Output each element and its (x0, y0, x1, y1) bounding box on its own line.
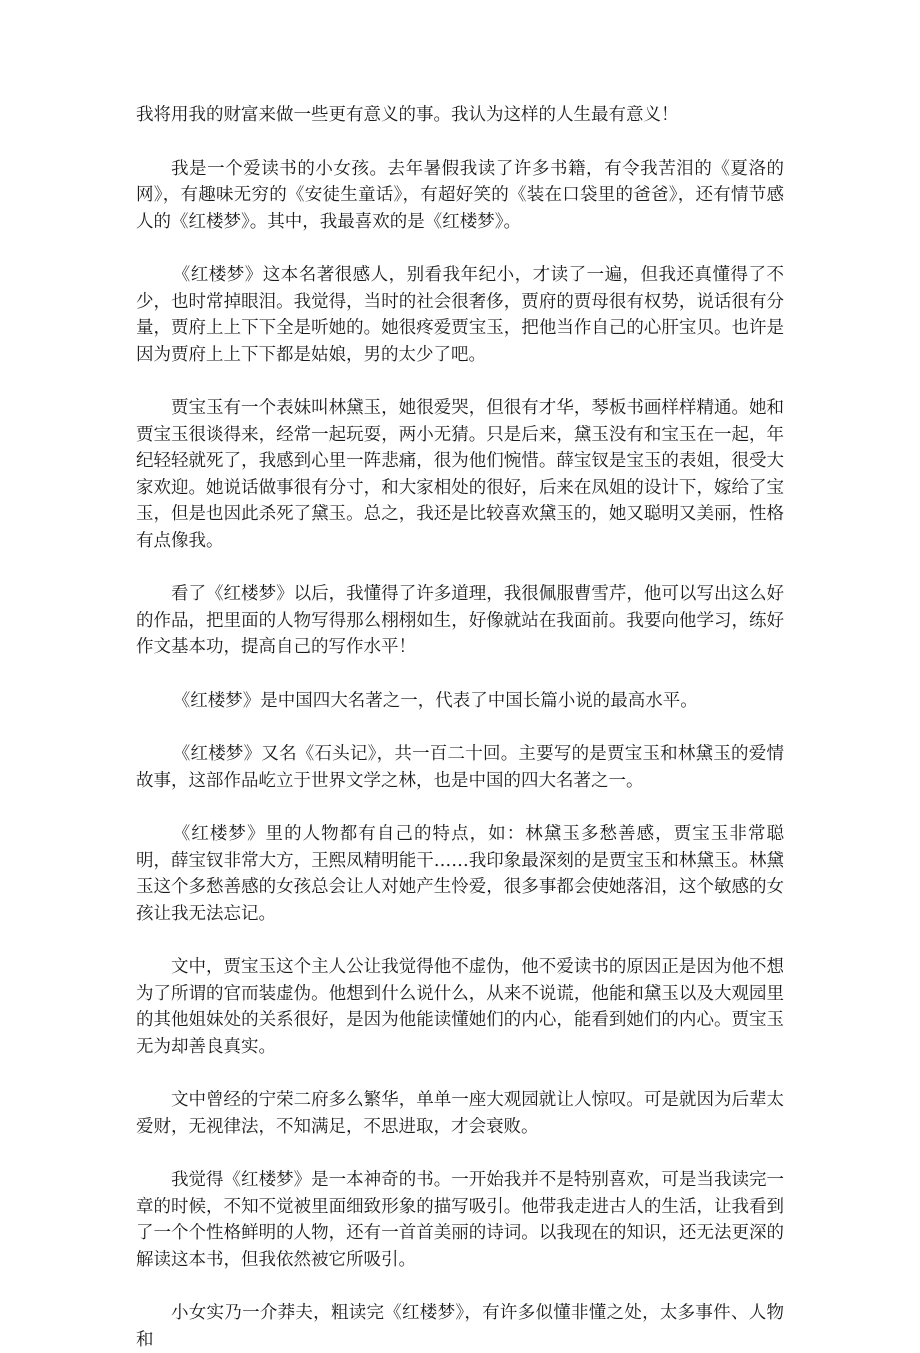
paragraph-1: 我将用我的财富来做一些更有意义的事。我认为这样的人生最有意义！ (136, 105, 679, 125)
paragraph-12: 小女实乃一介莽夫，粗读完《红楼梦》，有许多似懂非懂之处，太多事件、人物和 (136, 1303, 784, 1350)
paragraph-4: 贾宝玉有一个表妹叫林黛玉，她很爱哭，但很有才华，琴板书画样样精通。她和贾宝玉很谈得来，经常一起玩耍，两小无猜。只是后来，黛玉没有和宝玉在一起，年纪轻轻就死了，我感到心里一阵悲痛，很为他们惋惜。薛宝钗是宝玉的表姐，很受大家欢迎。她说话做事很有分寸，和大家相处的很好，后来在凤姐的设计下，嫁给了宝玉，但是也因此杀死了黛玉。总之，我还是比较喜欢黛玉的，她又聪明又美丽，性格有点像我。 (136, 398, 784, 551)
paragraph-3: 《红楼梦》这本名著很感人，别看我年纪小，才读了一遍，但我还真懂得了不少，也时常掉眼泪。我觉得，当时的社会很奢侈，贾府的贾母很有权势，说话很有分量，贾府上上下下全是听她的。她很疼爱贾宝玉，把他当作自己的心肝宝贝。也许是因为贾府上上下下都是姑娘，男的太少了吧。 (136, 265, 784, 365)
paragraph-9: 文中，贾宝玉这个主人公让我觉得他不虚伪，他不爱读书的原因正是因为他不想为了所谓的官而装虚伪。他想到什么说什么，从来不说谎，他能和黛玉以及大观园里的其他姐妹处的关系很好，是因为他能读懂她们的内心，能看到她们的内心。贾宝玉无为却善良真实。 (136, 957, 784, 1057)
paragraph-8: 《红楼梦》里的人物都有自己的特点，如：林黛玉多愁善感，贾宝玉非常聪明，薛宝钗非常大方，王熙凤精明能干……我印象最深刻的是贾宝玉和林黛玉。林黛玉这个多愁善感的女孩总会让人对她产生怜爱，很多事都会使她落泪，这个敏感的女孩让我无法忘记。 (136, 824, 784, 924)
paragraph-5: 看了《红楼梦》以后，我懂得了许多道理，我很佩服曹雪芹，他可以写出这么好的作品，把里面的人物写得那么栩栩如生，好像就站在我面前。我要向他学习，练好作文基本功，提高自己的写作水平！ (136, 584, 784, 657)
paragraph-6: 《红楼梦》是中国四大名著之一，代表了中国长篇小说的最高水平。 (172, 690, 698, 711)
document-body (136, 0, 784, 1353)
paragraph-2: 我是一个爱读书的小女孩。去年暑假我读了许多书籍，有令我苦泪的《夏洛的网》，有趣味无穷的《安徒生童话》，有超好笑的《装在口袋里的爸爸》，还有情节感人的《红楼梦》。其中，我最喜欢的是《红楼梦》。 (136, 158, 784, 232)
paragraph-10: 文中曾经的宁荣二府多么繁华，单单一座大观园就让人惊叹。可是就因为后辈太爱财，无视律法，不知满足，不思进取，才会衰败。 (136, 1090, 784, 1137)
paragraph-7: 《红楼梦》又名《石头记》，共一百二十回。主要写的是贾宝玉和林黛玉的爱情故事，这部作品屹立于世界文学之林，也是中国的四大名著之一。 (136, 744, 784, 791)
paragraph-11: 我觉得《红楼梦》是一本神奇的书。一开始我并不是特别喜欢，可是当我读完一章的时候，不知不觉被里面细致形象的描写吸引。他带我走进古人的生活，让我看到了一个个性格鲜明的人物，还有一首首美丽的诗词。以我现在的知识，还无法更深的解读这本书，但我依然被它所吸引。 (136, 1170, 784, 1270)
